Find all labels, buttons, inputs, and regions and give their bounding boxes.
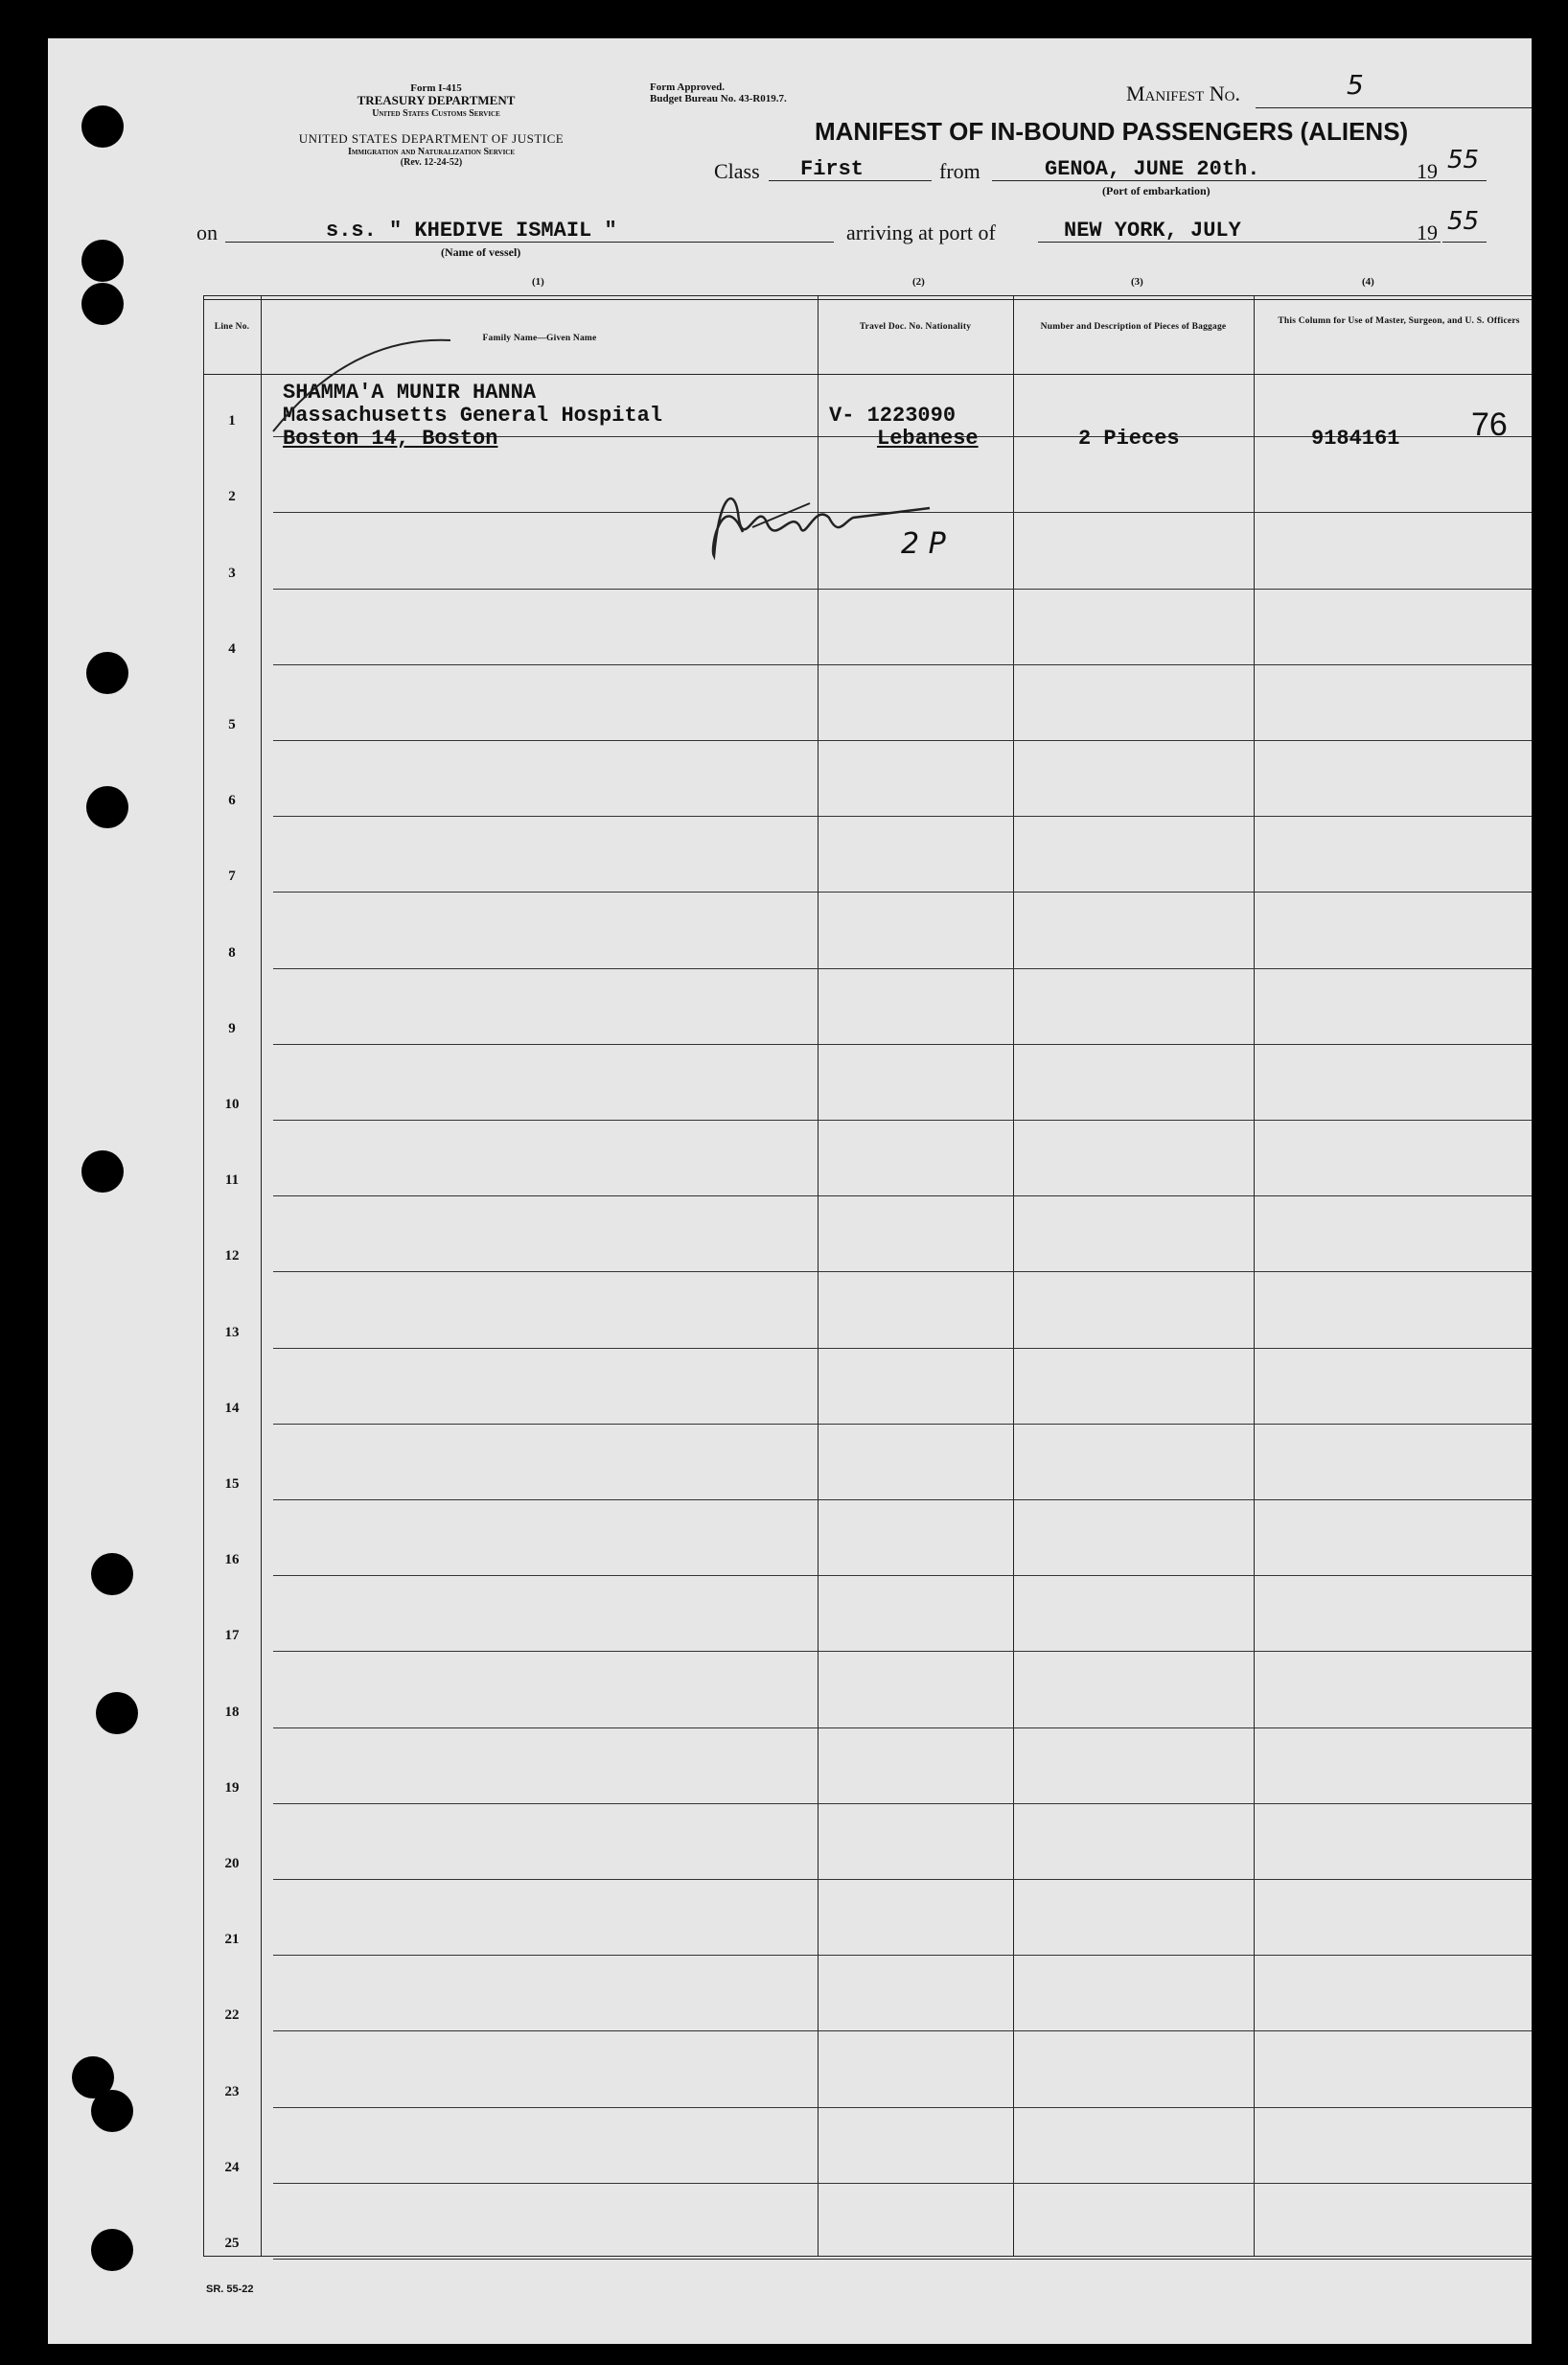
officer-number: 9184161 bbox=[1311, 427, 1400, 451]
treasury-department: TREASURY DEPARTMENT bbox=[357, 93, 516, 107]
year-value: 55 bbox=[1447, 146, 1480, 174]
line-number: 10 bbox=[224, 1097, 240, 1112]
punch-hole bbox=[91, 2229, 133, 2271]
punch-hole bbox=[81, 240, 124, 282]
budget-bureau: Budget Bureau No. 43-R019.7. bbox=[650, 93, 787, 104]
line-number: 12 bbox=[224, 1248, 240, 1264]
punch-hole bbox=[86, 786, 128, 828]
row-rule bbox=[273, 892, 1532, 893]
nationality: Lebanese bbox=[877, 427, 979, 451]
line-number: 8 bbox=[228, 944, 236, 961]
manifest-no-value: 5 bbox=[1347, 69, 1364, 101]
line-number: 7 bbox=[228, 869, 236, 885]
row-rule bbox=[273, 1271, 1532, 1272]
row-rule bbox=[273, 2183, 1532, 2184]
from-label: from bbox=[939, 159, 980, 183]
arrival-port: NEW YORK, JULY bbox=[1064, 219, 1241, 243]
line-number: 20 bbox=[224, 1856, 240, 1871]
punch-hole bbox=[81, 283, 124, 325]
row-rule bbox=[273, 1803, 1532, 1804]
page-title: MANIFEST OF IN-BOUND PASSENGERS (ALIENS) bbox=[815, 117, 1409, 146]
header-line-no: Line No. bbox=[214, 322, 250, 332]
row-rule bbox=[273, 1044, 1532, 1045]
passenger-address-2: Boston 14, Boston bbox=[283, 427, 498, 451]
vessel-caption: (Name of vessel) bbox=[441, 245, 521, 259]
class-label: Class bbox=[714, 159, 760, 183]
manifest-page bbox=[48, 38, 1532, 2344]
row-rule bbox=[273, 1575, 1532, 1576]
row-rule bbox=[273, 1499, 1532, 1500]
punch-hole bbox=[91, 1553, 133, 1595]
revision: (Rev. 12-24-52) bbox=[400, 157, 463, 168]
row-rule bbox=[273, 664, 1532, 665]
row-rule bbox=[273, 1651, 1532, 1652]
column-number-3: (3) bbox=[1131, 276, 1143, 288]
on-label: on bbox=[196, 220, 218, 244]
customs-service: United States Customs Service bbox=[372, 108, 500, 119]
line-number: 1 bbox=[228, 413, 236, 429]
row-rule bbox=[273, 740, 1532, 741]
row-rule bbox=[273, 1727, 1532, 1728]
line-number: 24 bbox=[224, 2159, 240, 2175]
line-number: 9 bbox=[228, 1020, 236, 1036]
port-caption: (Port of embarkation) bbox=[1102, 184, 1211, 197]
travel-doc-number: V- 1223090 bbox=[829, 404, 957, 428]
row-rule bbox=[273, 1424, 1532, 1425]
header-family-name: Family Name—Given Name bbox=[482, 334, 597, 343]
row-rule bbox=[273, 2107, 1532, 2108]
column-number-2: (2) bbox=[912, 276, 925, 288]
line-number: 14 bbox=[224, 1400, 240, 1416]
baggage-description: 2 Pieces bbox=[1078, 427, 1180, 451]
punch-hole bbox=[86, 652, 128, 694]
handwritten-annotations bbox=[216, 316, 1030, 642]
row-rule bbox=[273, 816, 1532, 817]
punch-hole bbox=[81, 105, 124, 148]
punch-hole bbox=[91, 2090, 133, 2132]
arrival-year-value: 55 bbox=[1447, 207, 1480, 236]
form-approved: Form Approved. bbox=[650, 81, 726, 93]
passenger-address-1: Massachusetts General Hospital bbox=[283, 404, 663, 428]
line-number: 4 bbox=[228, 640, 236, 657]
row-rule bbox=[273, 2030, 1532, 2031]
header-officers-use: This Column for Use of Master, Surgeon, and U. S. Officers bbox=[1278, 316, 1520, 326]
line-number: 25 bbox=[224, 2236, 240, 2251]
line-number: 6 bbox=[228, 793, 236, 809]
row-rule bbox=[273, 2259, 1532, 2260]
row-rule bbox=[273, 1120, 1532, 1121]
footer-code: SR. 55-22 bbox=[206, 2284, 254, 2295]
vessel-name: s.s. " KHEDIVE ISMAIL " bbox=[326, 219, 617, 243]
line-number: 13 bbox=[224, 1324, 240, 1340]
passenger-name: SHAMMA'A MUNIR HANNA bbox=[283, 381, 537, 405]
punch-hole bbox=[96, 1692, 138, 1734]
column-number-1: (1) bbox=[532, 276, 544, 288]
row-rule bbox=[273, 968, 1532, 969]
column-number-4: (4) bbox=[1362, 276, 1374, 288]
manifest-no-label: Manifest No. bbox=[1126, 81, 1240, 105]
line-number: 21 bbox=[224, 1932, 240, 1948]
header-baggage: Number and Description of Pieces of Baggage bbox=[1040, 322, 1227, 332]
row-rule bbox=[273, 1195, 1532, 1196]
ins-caption: Immigration and Naturalization Service bbox=[347, 147, 516, 157]
port-of-embarkation: GENOA, JUNE 20th. bbox=[1045, 157, 1260, 181]
line-number: 3 bbox=[228, 565, 236, 581]
year-prefix: 19 bbox=[1417, 159, 1438, 183]
margin-note: 76 bbox=[1471, 406, 1508, 443]
header-travel-doc: Travel Doc. No. Nationality bbox=[859, 322, 972, 332]
row-rule bbox=[273, 1879, 1532, 1880]
form-number: Form I-415 bbox=[410, 82, 462, 94]
line-number: 17 bbox=[224, 1628, 240, 1644]
line-number: 2 bbox=[228, 489, 236, 505]
line-number: 22 bbox=[224, 2007, 240, 2024]
class-value: First bbox=[800, 157, 865, 181]
line-number: 23 bbox=[224, 2083, 240, 2099]
line-number: 18 bbox=[224, 1704, 240, 1720]
punch-hole bbox=[81, 1150, 124, 1193]
arriving-label: arriving at port of bbox=[846, 220, 996, 244]
line-number: 11 bbox=[224, 1172, 240, 1189]
line-number: 19 bbox=[224, 1779, 240, 1796]
row-rule bbox=[273, 1348, 1532, 1349]
line-number: 5 bbox=[228, 717, 236, 732]
line-number: 16 bbox=[224, 1552, 240, 1568]
row-rule bbox=[273, 1955, 1532, 1956]
arrival-year-prefix: 19 bbox=[1417, 220, 1438, 244]
handwritten-mark: 2 P bbox=[901, 527, 946, 561]
line-number: 15 bbox=[224, 1476, 240, 1492]
department-of-justice: UNITED STATES DEPARTMENT OF JUSTICE bbox=[298, 131, 565, 146]
